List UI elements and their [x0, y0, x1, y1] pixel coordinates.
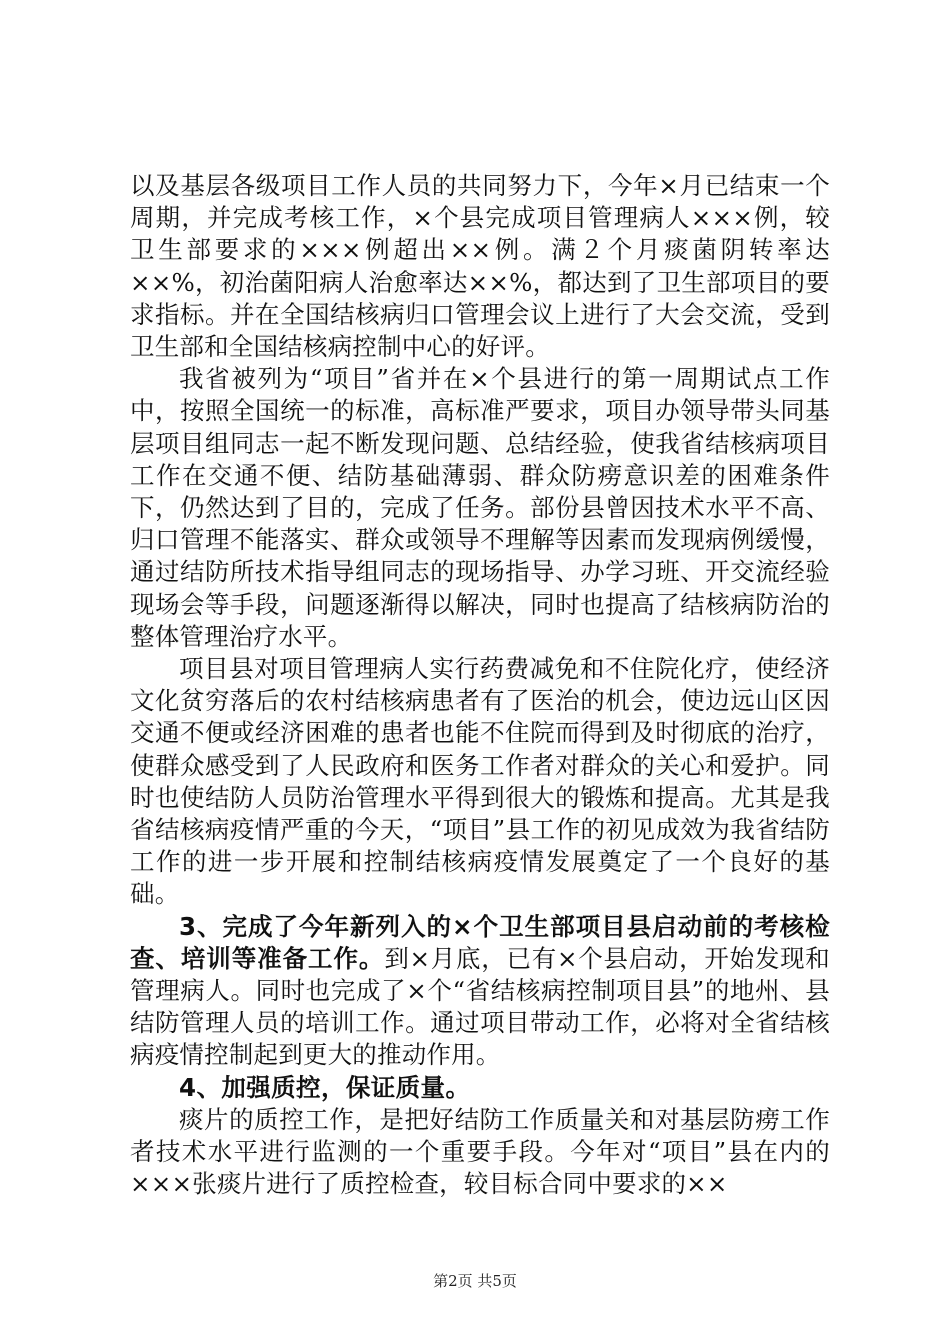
paragraph-6-text: 痰片的质控工作，是把好结防工作质量关和对基层防痨工作者技术水平进行监测的一个重要手段。今年对“项目”县在内的×××张痰片进行了质控检查，较目标合同中要求的×× — [130, 1104, 830, 1199]
paragraph-6 — [130, 1104, 830, 1201]
document-body — [130, 170, 830, 1201]
paragraph-3 — [130, 653, 830, 911]
paragraph-4 — [130, 911, 830, 1072]
paragraph-5-heading: 4、加强质控，保证质量。 — [179, 1072, 471, 1102]
paragraph-5 — [130, 1072, 830, 1104]
paragraph-4-heading: 3、完成了今年新列入的×个卫生部项目县启动前的考核检查、培训等准备工作。 — [130, 911, 830, 973]
paragraph-1-text: 以及基层各级项目工作人员的共同努力下，今年×月已结束一个周期，并完成考核工作，×个县完成项目管理病人×××例，较卫生部要求的×××例超出××例。满２个月痰菌阴转率达××%，初治菌阳病人治愈率达××%，都达到了卫生部项目的要求指标。并在全国结核病归口管理会议上进行了大会交流，受到卫生部和全国结核病控制中心的好评。 — [130, 171, 830, 362]
page-number-footer: 第2页 共5页 — [433, 1272, 517, 1290]
paragraph-3-text: 项目县对项目管理病人实行药费减免和不住院化疗，使经济文化贫穷落后的农村结核病患者有了医治的机会，使边远山区因交通不便或经济困难的患者也能不住院而得到及时彻底的治疗，使群众感受到了人民政府和医务工作者对群众的关心和爱护。同时也使结防人员防治管理水平得到很大的锻炼和提高。尤其是我省结核病疫情严重的今天，“项目”县工作的初见成效为我省结防工作的进一步开展和控制结核病疫情发展奠定了一个良好的基础。 — [130, 654, 830, 909]
paragraph-1 — [130, 170, 830, 363]
paragraph-4-text: 到×月底，已有×个县启动，开始发现和管理病人。同时也完成了×个“省结核病控制项目县”的地州、县结防管理人员的培训工作。通过项目带动工作，必将对全省结核病疫情控制起到更大的推动作用。 — [130, 943, 830, 1070]
paragraph-2 — [130, 363, 830, 653]
paragraph-2-text: 我省被列为“项目”省并在×个县进行的第一周期试点工作中，按照全国统一的标准，高标准严要求，项目办领导带头同基层项目组同志一起不断发现问题、总结经验，使我省结核病项目工作在交通不便、结防基础薄弱、群众防痨意识差的困难条件下，仍然达到了目的，完成了任务。部份县曾因技术水平不高、归口管理不能落实、群众或领导不理解等因素而发现病例缓慢，通过结防所技术指导组同志的现场指导、办学习班、开交流经验现场会等手段，问题逐渐得以解决，同时也提高了结核病防治的整体管理治疗水平。 — [130, 364, 830, 651]
